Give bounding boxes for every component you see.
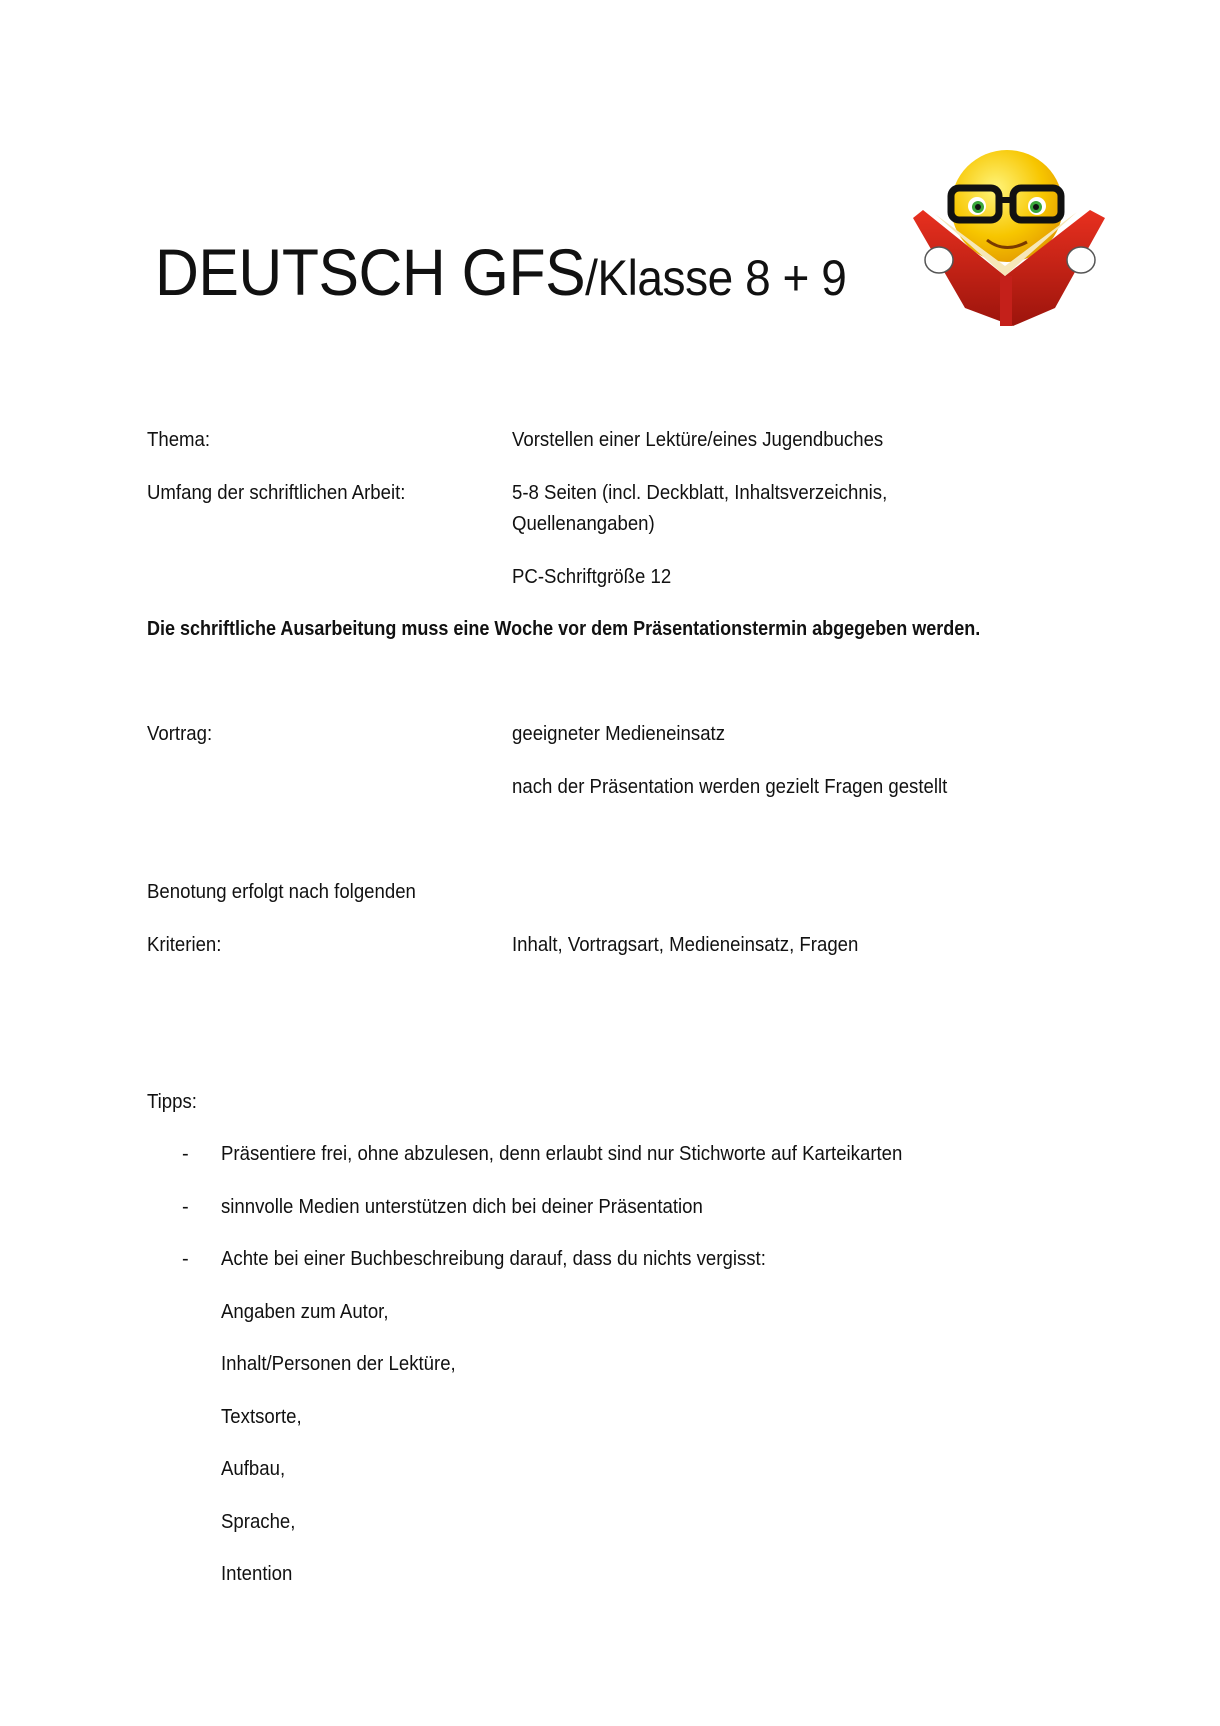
vortrag-value-line1: geeigneter Medieneinsatz [512,723,726,745]
checklist-item: Angaben zum Autor, [221,1301,389,1323]
benotung-criteria: Inhalt, Vortragsart, Medieneinsatz, Fragen [512,934,859,956]
umfang-label: Umfang der schriftlichen Arbeit: [147,482,406,504]
list-item: Präsentiere frei, ohne abzulesen, denn erlaubt sind nur Stichworte auf Karteikarten [221,1143,903,1165]
umfang-value-line2: Quellenangaben) [512,513,655,535]
bullet-dash: - [182,1248,189,1270]
checklist-item: Textsorte, [221,1406,302,1428]
checklist-item: Intention [221,1563,293,1585]
page-title [155,232,846,318]
list-item: Achte bei einer Buchbeschreibung darauf, dass du nichts vergisst: [221,1248,766,1270]
tipps-heading: Tipps: [147,1091,197,1113]
font-size-requirement: PC-Schriftgröße 12 [512,566,672,588]
thema-value: Vorstellen einer Lektüre/eines Jugendbuches [512,429,884,451]
bullet-dash: - [182,1143,189,1165]
checklist-item: Sprache, [221,1511,296,1533]
bullet-dash: - [182,1196,189,1218]
benotung-label-line2: Kriterien: [147,934,222,956]
vortrag-label: Vortrag: [147,723,213,745]
checklist-item: Inhalt/Personen der Lektüre, [221,1353,456,1375]
title-sub: /Klasse 8 + 9 [585,250,847,306]
vortrag-value-line2: nach der Präsentation werden gezielt Fragen gestellt [512,776,948,798]
deadline-notice: Die schriftliche Ausarbeitung muss eine Woche vor dem Präsentationstermin abgegeben werden. [147,618,981,640]
list-item: sinnvolle Medien unterstützen dich bei deiner Präsentation [221,1196,703,1218]
checklist-item: Aufbau, [221,1458,286,1480]
benotung-label-line1: Benotung erfolgt nach folgenden [147,881,416,903]
umfang-value-line1: 5-8 Seiten (incl. Deckblatt, Inhaltsverzeichnis, [512,482,888,504]
smiley-reading-book-icon [905,148,1115,326]
title-main: DEUTSCH GFS [155,235,586,309]
thema-label: Thema: [147,429,211,451]
